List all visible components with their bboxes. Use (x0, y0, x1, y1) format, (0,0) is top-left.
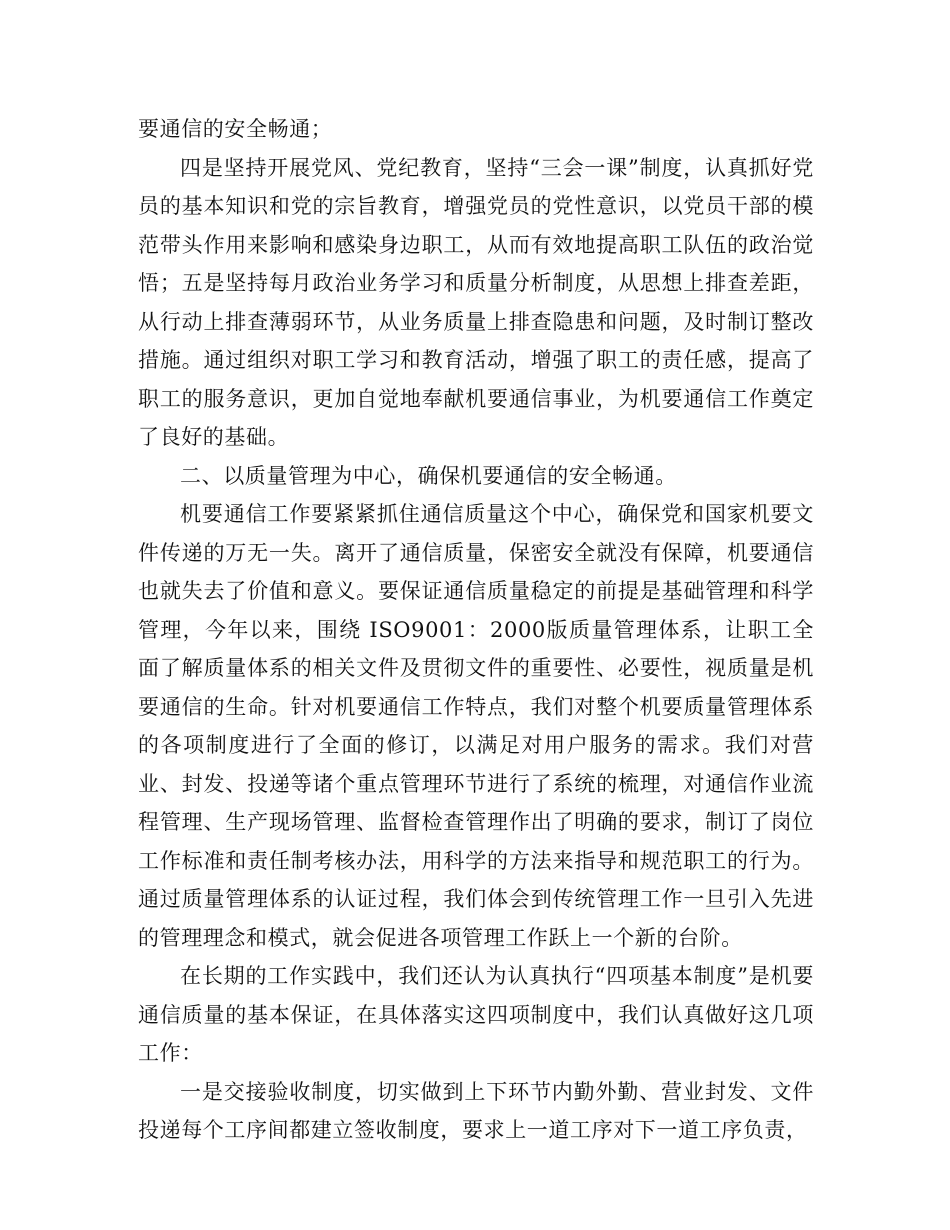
paragraph-3: 机要通信工作要紧紧抓住通信质量这个中心，确保党和国家机要文件传递的万无一失。离开了通信质量，保密安全就没有保障，机要通信也就失去了价值和意义。要保证通信质量稳定的前提是基础管理和科学管理，今年以来，围绕 ISO9001：2000版质量管理体系，让职工全面了解质量体系的相关文件及贯彻文件的重要性、必要性，视质量是机要通信的生命。针对机要通信工作特点，我们对整个机要质量管理体系的各项制度进行了全面的修订，以满足对用户服务的需求。我们对营业、封发、投递等诸个重点管理环节进行了系统的梳理，对通信作业流程管理、生产现场管理、监督检查管理作出了明确的要求，制订了岗位工作标准和责任制考核办法，用科学的方法来指导和规范职工的行为。通过质量管理体系的认证过程，我们体会到传统管理工作一旦引入先进的管理理念和模式，就会促进各项管理工作跃上一个新的台阶。 (138, 502, 814, 950)
paragraph-2: 四是坚持开展党风、党纪教育，坚持“三会一课”制度，认真抓好党员的基本知识和党的宗旨教育，增强党员的党性意识，以党员干部的模范带头作用来影响和感染身边职工，从而有效地提高职工队伍的政治觉悟；五是坚持每月政治业务学习和质量分析制度，从思想上排查差距，从行动上排查薄弱环节，从业务质量上排查隐患和问题，及时制订整改措施。通过组织对职工学习和教育活动，增强了职工的责任感，提高了职工的服务意识，更加自觉地奉献机要通信事业，为机要通信工作奠定了良好的基础。 (138, 155, 814, 449)
paragraph-1: 要通信的安全畅通； (138, 117, 333, 141)
paragraph-4: 在长期的工作实践中，我们还认为认真执行“四项基本制度”是机要通信质量的基本保证，在具体落实这四项制度中，我们认真做好这几项工作： (138, 964, 815, 1065)
paragraph-5: 一是交接验收制度，切实做到上下环节内勤外勤、营业封发、文件投递每个工序间都建立签收制度，要求上一道工序对下一道工序负责， (138, 1079, 814, 1142)
section-heading: 二、以质量管理为中心，确保机要通信的安全畅通。 (180, 463, 677, 488)
document-body (138, 110, 814, 1150)
